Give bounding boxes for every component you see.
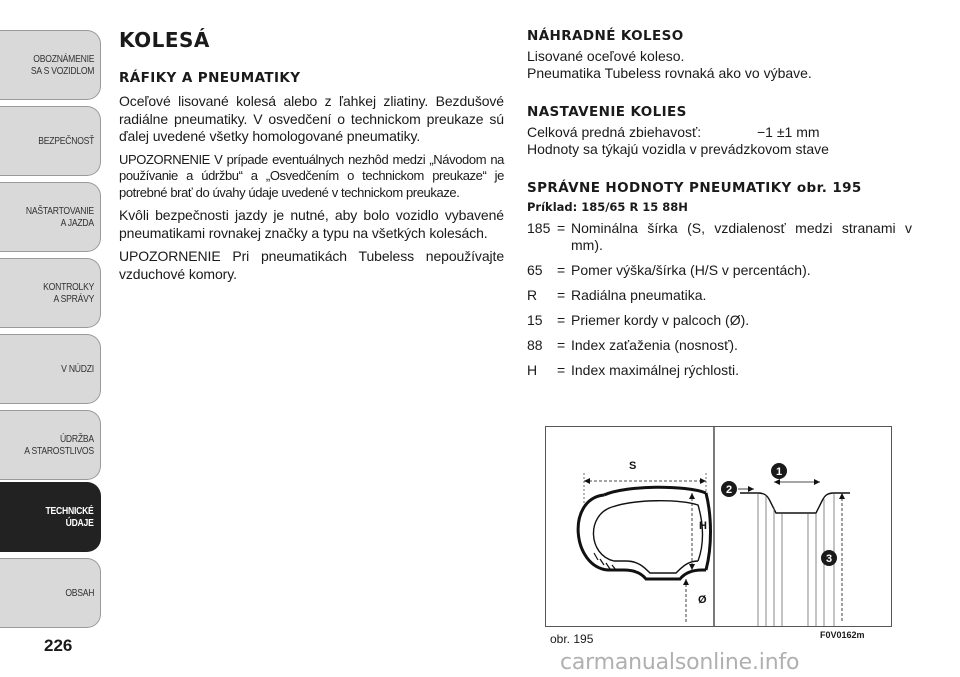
right-column — [527, 28, 912, 387]
left-column — [119, 28, 504, 289]
watermark: carmanualsonline.info — [560, 650, 800, 675]
tyre-equals: = — [557, 262, 566, 278]
tyre-definition-list — [527, 220, 912, 379]
tyre-cross-section — [578, 473, 710, 622]
alignment-label: Celková predná zbiehavosť: — [527, 124, 702, 140]
tyre-equals: = — [557, 337, 566, 353]
tab-nastartovanie[interactable]: NAŠTARTOVANIE A JAZDA — [0, 182, 101, 252]
spare-wheel-block — [527, 28, 912, 82]
spare-line-1: Lisované oceľové koleso. — [527, 48, 685, 64]
tyre-description: Pomer výška/šírka (H/S v percentách). — [571, 262, 811, 278]
spare-line-2: Pneumatika Tubeless rovnaká ako vo výbave. — [527, 65, 812, 81]
tyre-example: Príklad: 185/65 R 15 88H — [527, 200, 688, 214]
tab-udrzba[interactable]: ÚDRŽBA A STAROSTLIVOS — [0, 410, 101, 480]
figure-caption: obr. 195 — [550, 632, 594, 646]
tyre-code: H — [527, 362, 538, 378]
alignment-block — [527, 104, 912, 158]
label-diameter: Ø — [698, 594, 707, 606]
alignment-row — [527, 124, 912, 141]
page-number: 226 — [44, 636, 73, 655]
tyre-definition-item — [527, 220, 912, 254]
tyre-description: Priemer kordy v palcoch (Ø). — [571, 312, 750, 328]
tyre-values-block — [527, 180, 912, 379]
paragraph-rims: Oceľové lisované kolesá alebo z ľahkej zliatiny. Bezdušové radiálne pneumatiky. V osvedčení o technickom preukaze sú ďalej uvedené všetky homologované pneumatiky. — [119, 93, 504, 144]
alignment-value: −1 ±1 mm — [757, 124, 820, 140]
tyre-description: Index maximálnej rýchlosti. — [571, 362, 740, 378]
tyre-code: 15 — [527, 312, 543, 328]
tyre-code: 185 — [527, 220, 551, 236]
tyre-definition-item — [527, 337, 912, 354]
tab-obsah[interactable]: OBSAH — [0, 558, 101, 628]
section-title-alignment: NASTAVENIE KOLIES — [527, 104, 687, 120]
svg-text:3: 3 — [825, 553, 833, 565]
tyre-definition-item — [527, 362, 912, 379]
tab-bezpecnost[interactable]: BEZPEČNOSŤ — [0, 106, 101, 176]
tab-technicke-udaje[interactable]: TECHNICKÉ ÚDAJE — [0, 482, 101, 552]
tyre-definition-item — [527, 287, 912, 304]
tab-v-nudzi[interactable]: V NÚDZI — [0, 334, 101, 404]
tab-kontrolky[interactable]: KONTROLKY A SPRÁVY — [0, 258, 101, 328]
tyre-figure — [545, 426, 892, 627]
alignment-note: Hodnoty sa týkajú vozidla v prevádzkovom stave — [527, 141, 829, 157]
tyre-code: 88 — [527, 337, 543, 353]
tyre-description: Index zaťaženia (nosnosť). — [571, 337, 738, 353]
tyre-equals: = — [557, 220, 566, 236]
tab-oboznamenie[interactable]: OBOZNÁMENIE SA S VOZIDLOM — [0, 30, 101, 100]
tyre-equals: = — [557, 312, 566, 328]
paragraph-note-tubeless: UPOZORNENIE Pri pneumatikách Tubeless nepoužívajte vzduchové komory. — [119, 248, 504, 282]
tyre-diagram — [546, 427, 891, 626]
paragraph-safety: Kvôli bezpečnosti jazdy je nutné, aby bolo vozidlo vybavené pneumatikami rovnakej značky a typu na všetkých kolesách. — [119, 207, 504, 241]
callout-2 — [721, 481, 737, 497]
figure-code: F0V0162m — [820, 630, 865, 640]
section-title-tyre: SPRÁVNE HODNOTY PNEUMATIKY obr. 195 — [527, 180, 862, 196]
tyre-code: R — [527, 287, 538, 303]
figure-reference[interactable]: obr. 195 — [796, 180, 862, 196]
svg-text:1: 1 — [775, 466, 783, 478]
label-h: H — [699, 520, 707, 532]
section-title-spare: NÁHRADNÉ KOLESO — [527, 28, 684, 44]
tyre-equals: = — [557, 287, 566, 303]
callout-3 — [821, 550, 837, 566]
tyre-definition-item — [527, 312, 912, 329]
paragraph-note-discrepancy: UPOZORNENIE V prípade eventuálnych nezhôd medzi „Návodom na používanie a údržbu“ a „Osvedčením o technickom preukaze“ je potrebné brať do úvahy údaje uvedené v technickom preukaze. — [119, 151, 504, 200]
tyre-code: 65 — [527, 262, 543, 278]
svg-text:2: 2 — [725, 484, 733, 496]
tyre-description: Nominálna šírka (S, vzdialenosť medzi stranami v mm). — [571, 220, 912, 253]
section-title-rims: RÁFIKY A PNEUMATIKY — [119, 70, 301, 86]
page-title: KOLESÁ — [119, 28, 210, 52]
tyre-description: Radiálna pneumatika. — [571, 287, 707, 303]
tyre-equals: = — [557, 362, 566, 378]
label-s: S — [629, 460, 637, 472]
callout-1 — [771, 463, 787, 479]
tyre-definition-item — [527, 262, 912, 279]
